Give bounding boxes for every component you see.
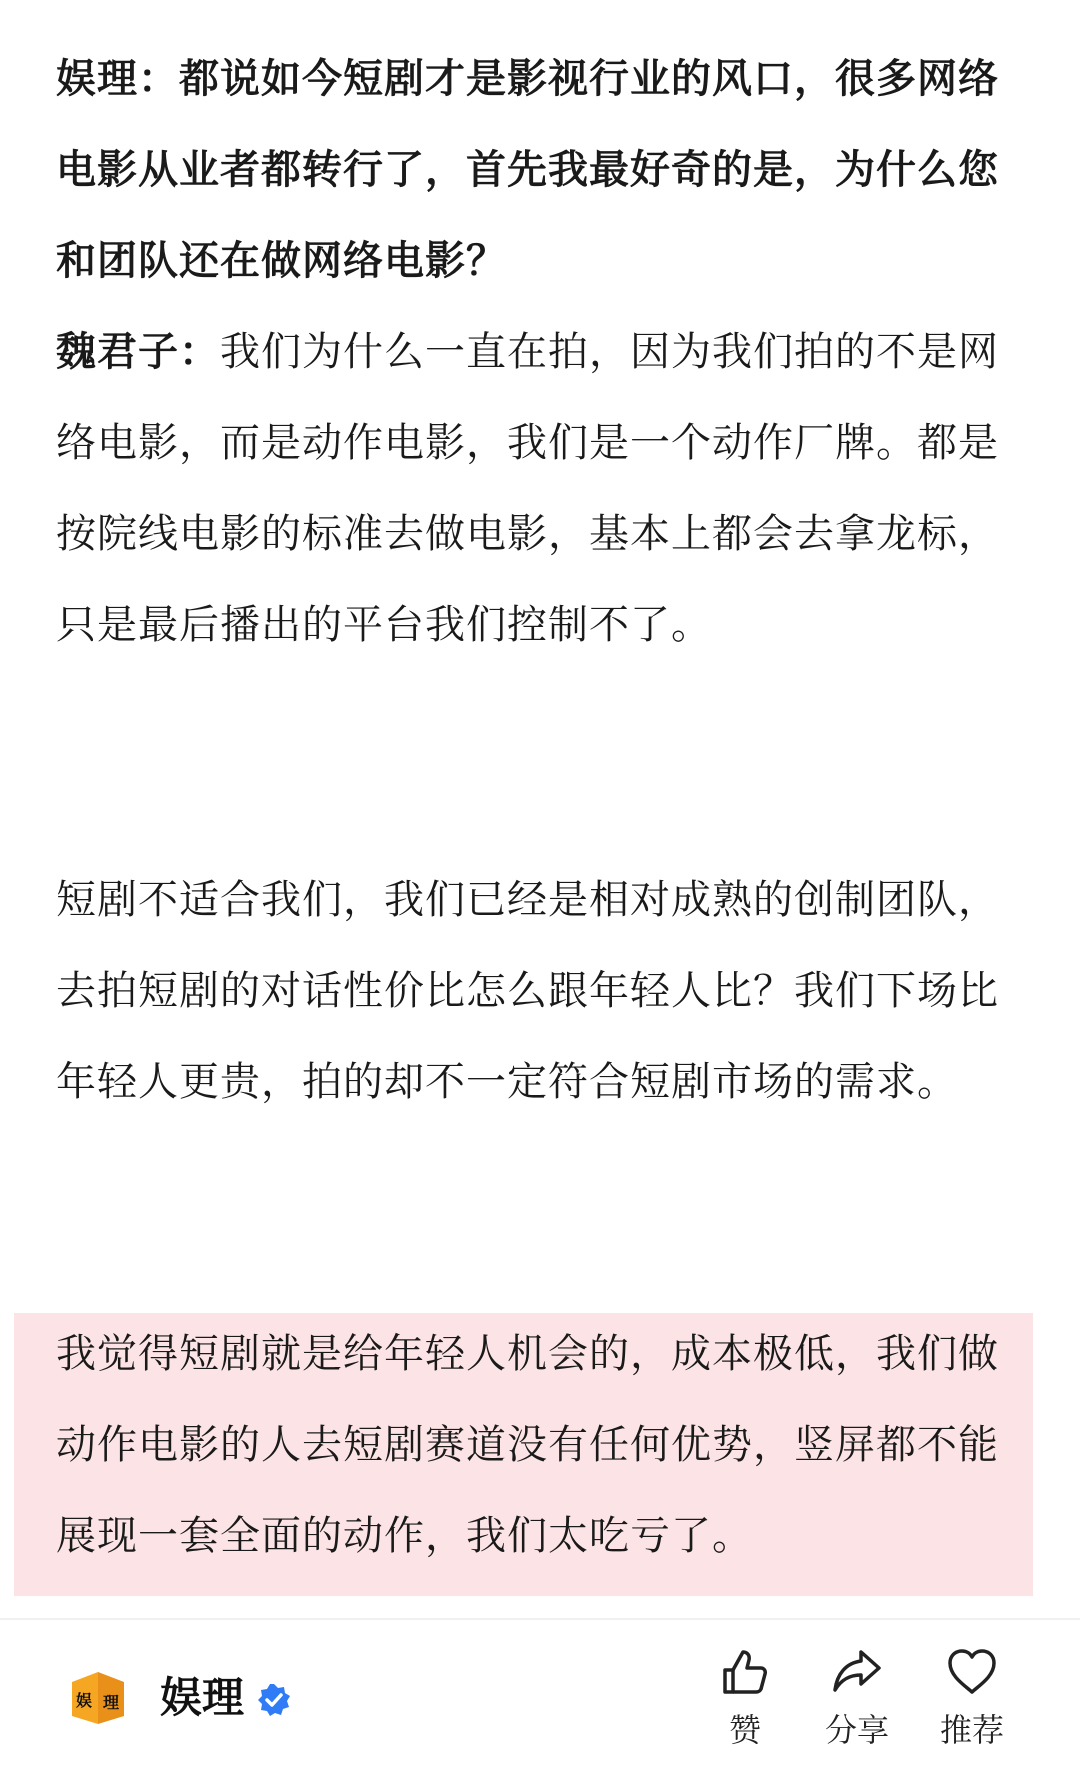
thumbs-up-icon: [717, 1644, 773, 1700]
recommend-label: 推荐: [939, 1711, 1004, 1749]
interview-answer-3-highlighted: [56, 1309, 1016, 1582]
speaker-label: 娱理：: [56, 56, 179, 102]
interview-answer-1: [56, 307, 1016, 671]
share-arrow-icon: [829, 1644, 885, 1700]
speaker-label: 魏君子：: [56, 329, 220, 375]
recommend-button[interactable]: [917, 1644, 1027, 1774]
like-label: 赞: [728, 1711, 761, 1749]
like-button[interactable]: [690, 1644, 800, 1774]
question-text: 都说如今短剧才是影视行业的风口，很多网络电影从业者都转行了，首先我最好奇的是，为什么您和团队还在做网络电影？: [56, 56, 999, 284]
answer-text: 短剧不适合我们，我们已经是相对成熟的创制团队，去拍短剧的对话性价比怎么跟年轻人比？我们下场比年轻人更贵，拍的却不一定符合短剧市场的需求。: [56, 877, 999, 1105]
share-button[interactable]: [802, 1644, 912, 1774]
author-name[interactable]: 娱理: [160, 1673, 245, 1722]
share-label: 分享: [824, 1711, 889, 1749]
author-avatar[interactable]: [64, 1668, 132, 1728]
interview-answer-2: [56, 855, 1016, 1128]
verified-badge-icon: [256, 1682, 292, 1718]
answer-text: 我觉得短剧就是给年轻人机会的，成本极低，我们做动作电影的人去短剧赛道没有任何优势，竖屏都不能展现一套全面的动作，我们太吃亏了。: [56, 1331, 999, 1559]
answer-text: 我们为什么一直在拍，因为我们拍的不是网络电影，而是动作电影，我们是一个动作厂牌。都是按院线电影的标准去做电影，基本上都会去拿龙标，只是最后播出的平台我们控制不了。: [56, 329, 999, 648]
heart-icon: [944, 1644, 1000, 1700]
svg-text:理: 理: [102, 1693, 120, 1712]
interview-question: [56, 34, 1016, 307]
svg-text:娱: 娱: [75, 1691, 93, 1710]
bottom-action-bar: [0, 1620, 1080, 1792]
